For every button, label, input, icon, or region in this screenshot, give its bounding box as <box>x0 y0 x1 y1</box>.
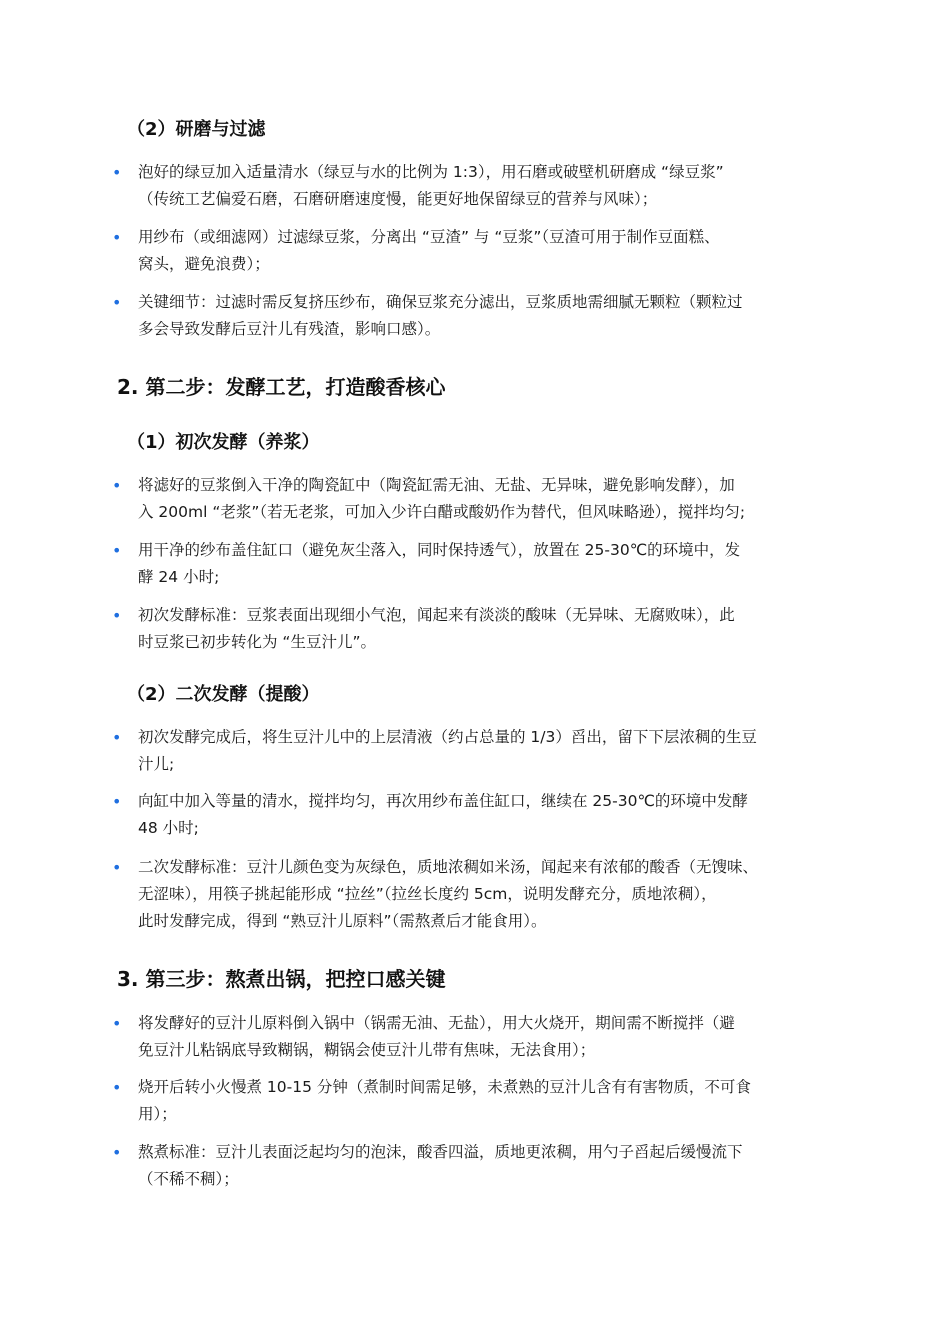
list-item-line: 酵 24 小时; <box>138 568 220 586</box>
list-item <box>112 602 852 656</box>
list-item <box>112 788 852 842</box>
list-item <box>112 472 852 526</box>
list-item-line: 入 200ml “老浆”（若无老浆，可加入少许白醋或酸奶作为替代，但风味略逊），搅拌均匀; <box>138 503 746 521</box>
list-item-line: 初次发酵完成后，将生豆汁儿中的上层清液（约占总量的 1/3）舀出，留下下层浓稠的生豆 <box>138 728 757 746</box>
bullet-icon: • <box>112 728 122 747</box>
list-item-line: 多会导致发酵后豆汁儿有残渣，影响口感）。 <box>138 320 441 338</box>
list-item-line: 用纱布（或细滤网）过滤绿豆浆，分离出 “豆渣” 与 “豆浆”（豆渣可用于制作豆面糕、 <box>138 228 720 246</box>
subheading-grinding-filtering: （2）研磨与过滤 <box>127 119 266 140</box>
list-item-line: 关键细节：过滤时需反复挤压纱布，确保豆浆充分滤出，豆浆质地需细腻无颗粒（颗粒过 <box>138 293 743 311</box>
bullet-icon: • <box>112 476 122 495</box>
list-item-line: 无涩味），用筷子挑起能形成 “拉丝”（拉丝长度约 5cm，说明发酵充分，质地浓稠）， <box>138 885 717 903</box>
list-item-line: 熬煮标准：豆汁儿表面泛起均匀的泡沫，酸香四溢，质地更浓稠，用勺子舀起后缓慢流下 <box>138 1143 743 1161</box>
bullet-icon: • <box>112 541 122 560</box>
list-item <box>112 1074 852 1128</box>
list-item-line: 烧开后转小火慢煮 10-15 分钟（煮制时间需足够，未煮熟的豆汁儿含有有害物质，不可食 <box>138 1078 751 1096</box>
list-item <box>112 1139 852 1193</box>
bullet-icon: • <box>112 1078 122 1097</box>
list-item-line: 48 小时; <box>138 819 199 837</box>
list-item <box>112 724 852 778</box>
subheading-second-fermentation: （2）二次发酵（提酸） <box>127 684 320 705</box>
list-item <box>112 854 852 935</box>
list-item <box>112 159 852 213</box>
list-item-line: 用）； <box>138 1105 177 1123</box>
bullet-icon: • <box>112 606 122 625</box>
bullet-icon: • <box>112 1143 122 1162</box>
list-item-line: 窝头，避免浪费）； <box>138 255 270 273</box>
list-item <box>112 537 852 591</box>
list-item-line: 初次发酵标准：豆浆表面出现细小气泡，闻起来有淡淡的酸味（无异味、无腐败味），此 <box>138 606 735 624</box>
list-item-line: 免豆汁儿粘锅底导致糊锅，糊锅会使豆汁儿带有焦味，无法食用）； <box>138 1041 596 1059</box>
bullet-icon: • <box>112 792 122 811</box>
list-item <box>112 1010 852 1064</box>
list-item-line: 将滤好的豆浆倒入干净的陶瓷缸中（陶瓷缸需无油、无盐、无异味，避免影响发酵），加 <box>138 476 735 494</box>
list-item-line: 此时发酵完成，得到 “熟豆汁儿原料”（需熬煮后才能食用）。 <box>138 912 547 930</box>
bullet-icon: • <box>112 858 122 877</box>
list-item <box>112 289 852 343</box>
subheading-first-fermentation: （1）初次发酵（养浆） <box>127 432 320 453</box>
list-item <box>112 224 852 278</box>
list-item-line: 向缸中加入等量的清水，搅拌均匀，再次用纱布盖住缸口，继续在 25-30℃的环境中发酵 <box>138 792 748 810</box>
list-item-line: （不稀不稠）； <box>138 1170 239 1188</box>
bullet-icon: • <box>112 293 122 312</box>
section-heading-fermentation: 2. 第二步：发酵工艺，打造酸香核心 <box>117 375 446 399</box>
bullet-icon: • <box>112 163 122 182</box>
list-item-line: 泡好的绿豆加入适量清水（绿豆与水的比例为 1:3），用石磨或破壁机研磨成 “绿豆浆” <box>138 163 724 181</box>
bullet-icon: • <box>112 1014 122 1033</box>
bullet-icon: • <box>112 228 122 247</box>
list-item-line: 用干净的纱布盖住缸口（避免灰尘落入，同时保持透气），放置在 25-30℃的环境中，发 <box>138 541 741 559</box>
list-item-line: 汁儿; <box>138 755 175 773</box>
list-item-line: 二次发酵标准：豆汁儿颜色变为灰绿色，质地浓稠如米汤，闻起来有浓郁的酸香（无馊味、 <box>138 858 759 876</box>
list-item-line: 将发酵好的豆汁儿原料倒入锅中（锅需无油、无盐），用大火烧开，期间需不断搅拌（避 <box>138 1014 735 1032</box>
section-heading-boiling: 3. 第三步：熬煮出锅，把控口感关键 <box>117 967 446 991</box>
list-item-line: （传统工艺偏爱石磨，石磨研磨速度慢，能更好地保留绿豆的营养与风味）； <box>138 190 658 208</box>
list-item-line: 时豆浆已初步转化为 “生豆汁儿”。 <box>138 633 376 651</box>
